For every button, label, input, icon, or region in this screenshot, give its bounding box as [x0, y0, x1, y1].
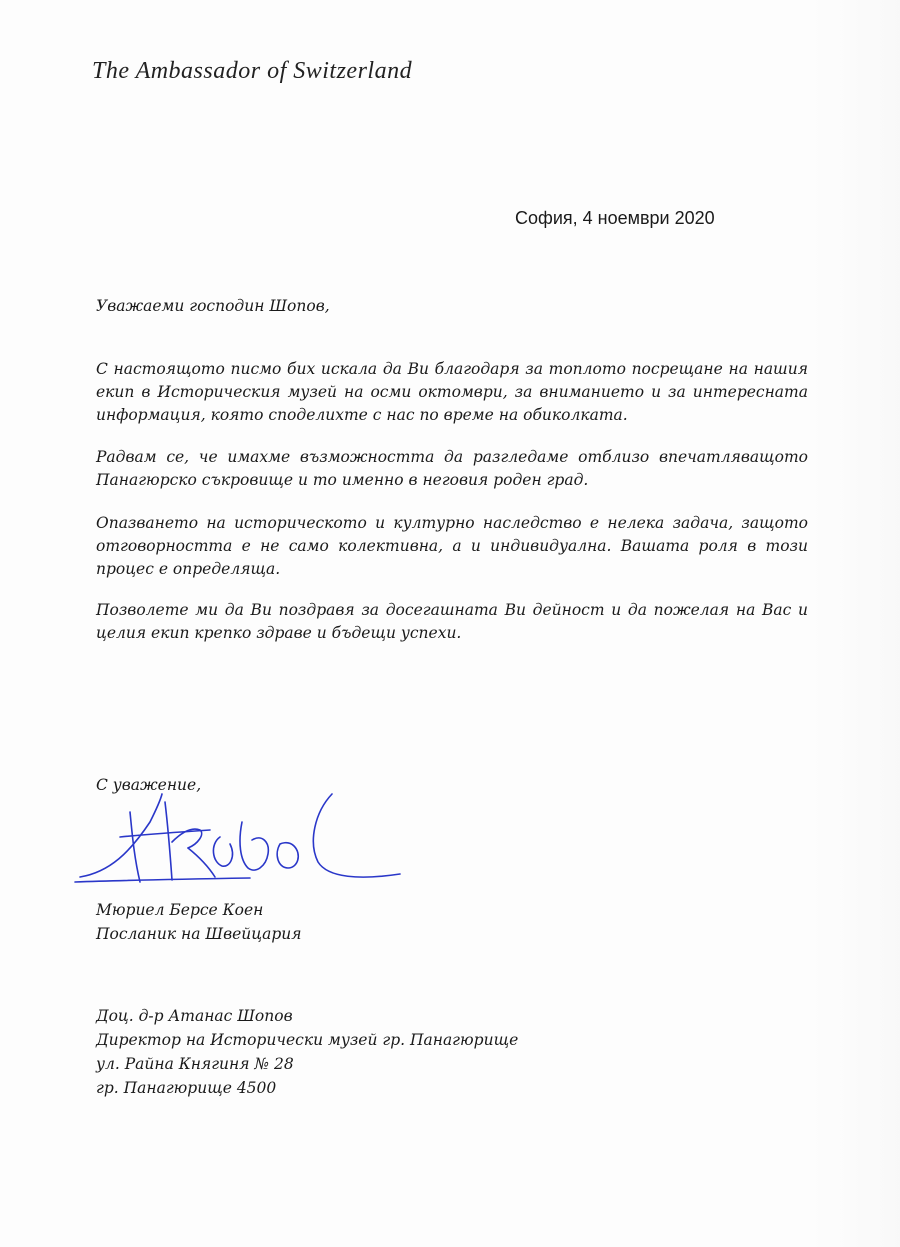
- paragraph-4: Позволете ми да Ви поздравя за досегашната Ви дейност и да пожелая на Вас и целия екип крепко здраве и бъдещи успехи.: [96, 601, 808, 642]
- recipient-street: ул. Райна Княгиня № 28: [96, 1055, 294, 1073]
- recipient-name: Доц. д-р Атанас Шопов: [96, 1007, 293, 1025]
- paragraph-1: С настоящото писмо бих искала да Ви благодаря за топлото посрещане на нашия екип в Историческия музей на осми октомври, за вниманието и за интересната информация, която споделихте с нас по време на обиколката.: [96, 360, 808, 424]
- scan-shadow: [810, 0, 900, 1247]
- letterhead: The Ambassador of Switzerland: [92, 58, 413, 84]
- recipient-city: гр. Панагюрище 4500: [96, 1079, 277, 1097]
- handwritten-signature: [70, 782, 410, 892]
- recipient-address: [96, 1004, 808, 1100]
- paragraph-2: Радвам се, че имахме възможността да разгледаме отблизо впечатляващото Панагюрско съкровище и то именно в неговия роден град.: [96, 448, 808, 489]
- salutation: Уважаеми господин Шопов,: [96, 297, 330, 315]
- paragraph-3: Опазването на историческото и културно наследство е нелека задача, защото отговорността е не само колективна, а и индивидуална. Вашата роля в този процес е определяща.: [96, 514, 808, 578]
- date-line: София, 4 ноември 2020: [515, 208, 715, 228]
- closing: С уважение,: [96, 776, 202, 794]
- recipient-position: Директор на Исторически музей гр. Панагюрище: [96, 1031, 519, 1049]
- signer-name: Мюриел Берсе Коен: [96, 901, 264, 919]
- signer-block: [96, 898, 808, 946]
- signer-title: Посланик на Швейцария: [96, 925, 302, 943]
